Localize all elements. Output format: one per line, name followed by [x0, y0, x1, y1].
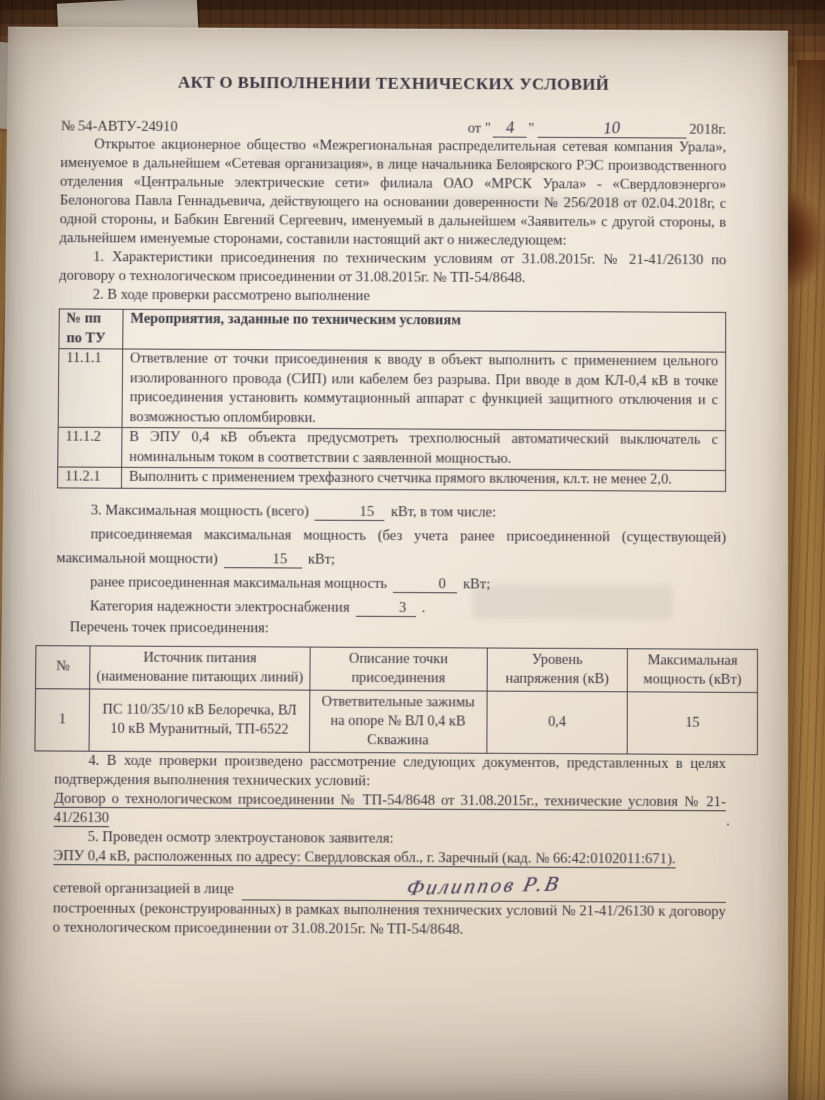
section-3-max-power [56, 498, 726, 621]
handwritten-month: 10 [602, 117, 621, 138]
tu-row-text: В ЭПУ 0,4 кВ объекта предусмотреть трехполюсный автоматический выключатель с номинальным током в соответствии с заявленной мощностью. [122, 428, 726, 471]
table-row [58, 427, 726, 470]
date-day-blank [493, 117, 527, 138]
previous-power-value: 0 [438, 575, 446, 592]
closing-paragraph: построенных (реконструированных) в рамках выполнения технических условий № 21-41/26130 к договору о технологическом присоединении от 31.08.2015г. № ТП-54/8648. [52, 899, 726, 938]
attached-power-value: 15 [272, 550, 288, 567]
points-col-power: Максимальная мощность (кВт) [627, 648, 757, 692]
max-power-total-label: 3. Максимальная мощность (всего) [90, 502, 309, 520]
point-source: ПС 110/35/10 кВ Белоречка, ВЛ 10 кВ Муранитный, ТП-6522 [89, 688, 310, 751]
item4-documents-line [53, 789, 730, 831]
reliability-category-period: . [421, 599, 426, 616]
attached-power-label: присоединяемая максимальная мощность (без учета ранее присоединенной (существующей) максимальной мощности) [56, 525, 727, 567]
previous-power-label: ранее присоединенная максимальная мощность [90, 573, 388, 592]
network-representative-label: сетевой организацией в лице [53, 879, 234, 897]
previous-power-blank [393, 577, 457, 593]
reliability-category-blank [356, 600, 416, 616]
previous-power-unit: кВт; [463, 575, 491, 592]
network-representative-line [53, 872, 726, 903]
item5-address-line [53, 847, 726, 870]
document-title: АКТ О ВЫПОЛНЕНИИ ТЕХНИЧЕСКИХ УСЛОВИЙ [177, 72, 610, 94]
handwritten-signature: Филиппов Р.В [404, 870, 564, 900]
tu-measures-table [57, 308, 726, 491]
signature-blank [242, 870, 726, 903]
previous-power-line [56, 570, 726, 597]
attached-power-unit: кВт; [307, 551, 336, 568]
tu-col2-header: Мероприятия, заданные по техническим условиям [123, 309, 726, 352]
reliability-category-line [56, 594, 726, 622]
trailing-period: . [726, 812, 730, 829]
point-voltage: 0,4 [486, 691, 627, 754]
document-date [467, 117, 727, 139]
intro-paragraph: Открытое акционерное общество «Межрегиональная распределительная сетевая компания Урала», именуемое в дальнейшем «Сетевая организация», в лице начальника Белоярского РЭС производственного отделения «Центральные электрические сети» филиала ОАО «МРСК Урала» - «Свердловэнерго» Белоногова Павла Геннадьевича, действующего на основании доверенности № 256/2018 от 02.04.2018г, с одной стороны, и Бабкин Евгений Сергеевич, именуемый в дальнейшем «Заявитель» с другой стороны, в дальнейшем именуемые сторонами, составили настоящий акт о нижеследующем: [59, 136, 727, 249]
item5-heading: 5. Проведен осмотр электроустановок заявителя: [87, 828, 394, 847]
tu-table-header-row [59, 309, 726, 352]
attached-power-blank [224, 552, 302, 568]
points-col-number: № [36, 645, 91, 688]
tu-row-number: 11.1.1 [58, 349, 123, 428]
reliability-category-label: Категория надежности электроснабжения [89, 597, 350, 616]
points-col-source: Источник питания (наименование питающих линий) [90, 645, 310, 689]
date-open-quote: " [484, 120, 491, 137]
document-content [0, 27, 788, 1100]
table-row [58, 467, 726, 491]
points-list-heading: Перечень точек присоединения: [69, 618, 269, 636]
max-power-total-line [57, 498, 726, 525]
points-table-header-row [36, 645, 758, 692]
point-description: Ответвительные зажимы на опоре № ВЛ 0,4 кВ Скважина [309, 690, 486, 753]
points-col-voltage: Уровень напряжения (кВ) [487, 648, 628, 692]
points-col-point: Описание точки присоединения [310, 647, 487, 691]
table-row [58, 349, 726, 431]
date-close-quote: " [528, 120, 535, 137]
document-paper [0, 27, 788, 1100]
documents-filled-text: Договор о технологическом присоединении № ТП-54/8648 от 31.08.2015г., технические условия № 21-41/26130 [53, 790, 726, 826]
item1-paragraph: 1. Характеристики присоединения по техническим условиям от 31.08.2015г. № 21-41/26130 по договору о технологическом присоединении от 31.08.2015г. № ТП-54/8648. [59, 249, 727, 287]
address-filled-text: ЭПУ 0,4 кВ, расположенных по адресу: Свердловская обл., г. Заречный (кад. № 66:42:0102011:671). [53, 847, 676, 867]
point-power: 15 [627, 691, 757, 754]
item4-paragraph: 4. В ходе проверки произведено рассмотрение следующих документов, представленных в целях подтверждения выполнения технических условий: [54, 752, 726, 789]
point-number: 1 [35, 688, 90, 750]
max-power-total-blank [315, 504, 385, 520]
tu-row-number: 11.1.2 [58, 427, 122, 467]
reliability-category-value: 3 [398, 599, 407, 616]
handwritten-day: 4 [504, 117, 515, 137]
item2-heading: 2. В ходе проверки рассмотрено выполнение [92, 286, 370, 305]
tu-col1-header: № пп по ТУ [59, 309, 123, 349]
attached-power-line [56, 522, 726, 573]
date-year: 2018г. [689, 121, 727, 138]
connection-points-table [34, 645, 758, 755]
tu-row-text: Выполнить с применением трехфазного счетчика прямого включения, кл.т. не менее 2,0. [121, 467, 725, 491]
document-number: № 54-АВТУ-24910 [60, 118, 178, 135]
table-row [35, 688, 758, 754]
tu-row-text: Ответвление от точки присоединения к вводу в объект выполнить с применением цельного изолированного провода (СИП) или кабелем без разрыва. При вводе в дом КЛ-0,4 кВ в точке присоединения установить коммутационный аппарат с функцией защитного отключения и с возможностью опломбировки. [122, 349, 726, 431]
max-power-total-value: 15 [359, 503, 375, 520]
tu-row-number: 11.2.1 [58, 467, 122, 488]
date-prefix: от [467, 120, 482, 137]
date-month-blank [537, 117, 686, 139]
max-power-total-unit: кВт, в том числе: [390, 503, 497, 521]
